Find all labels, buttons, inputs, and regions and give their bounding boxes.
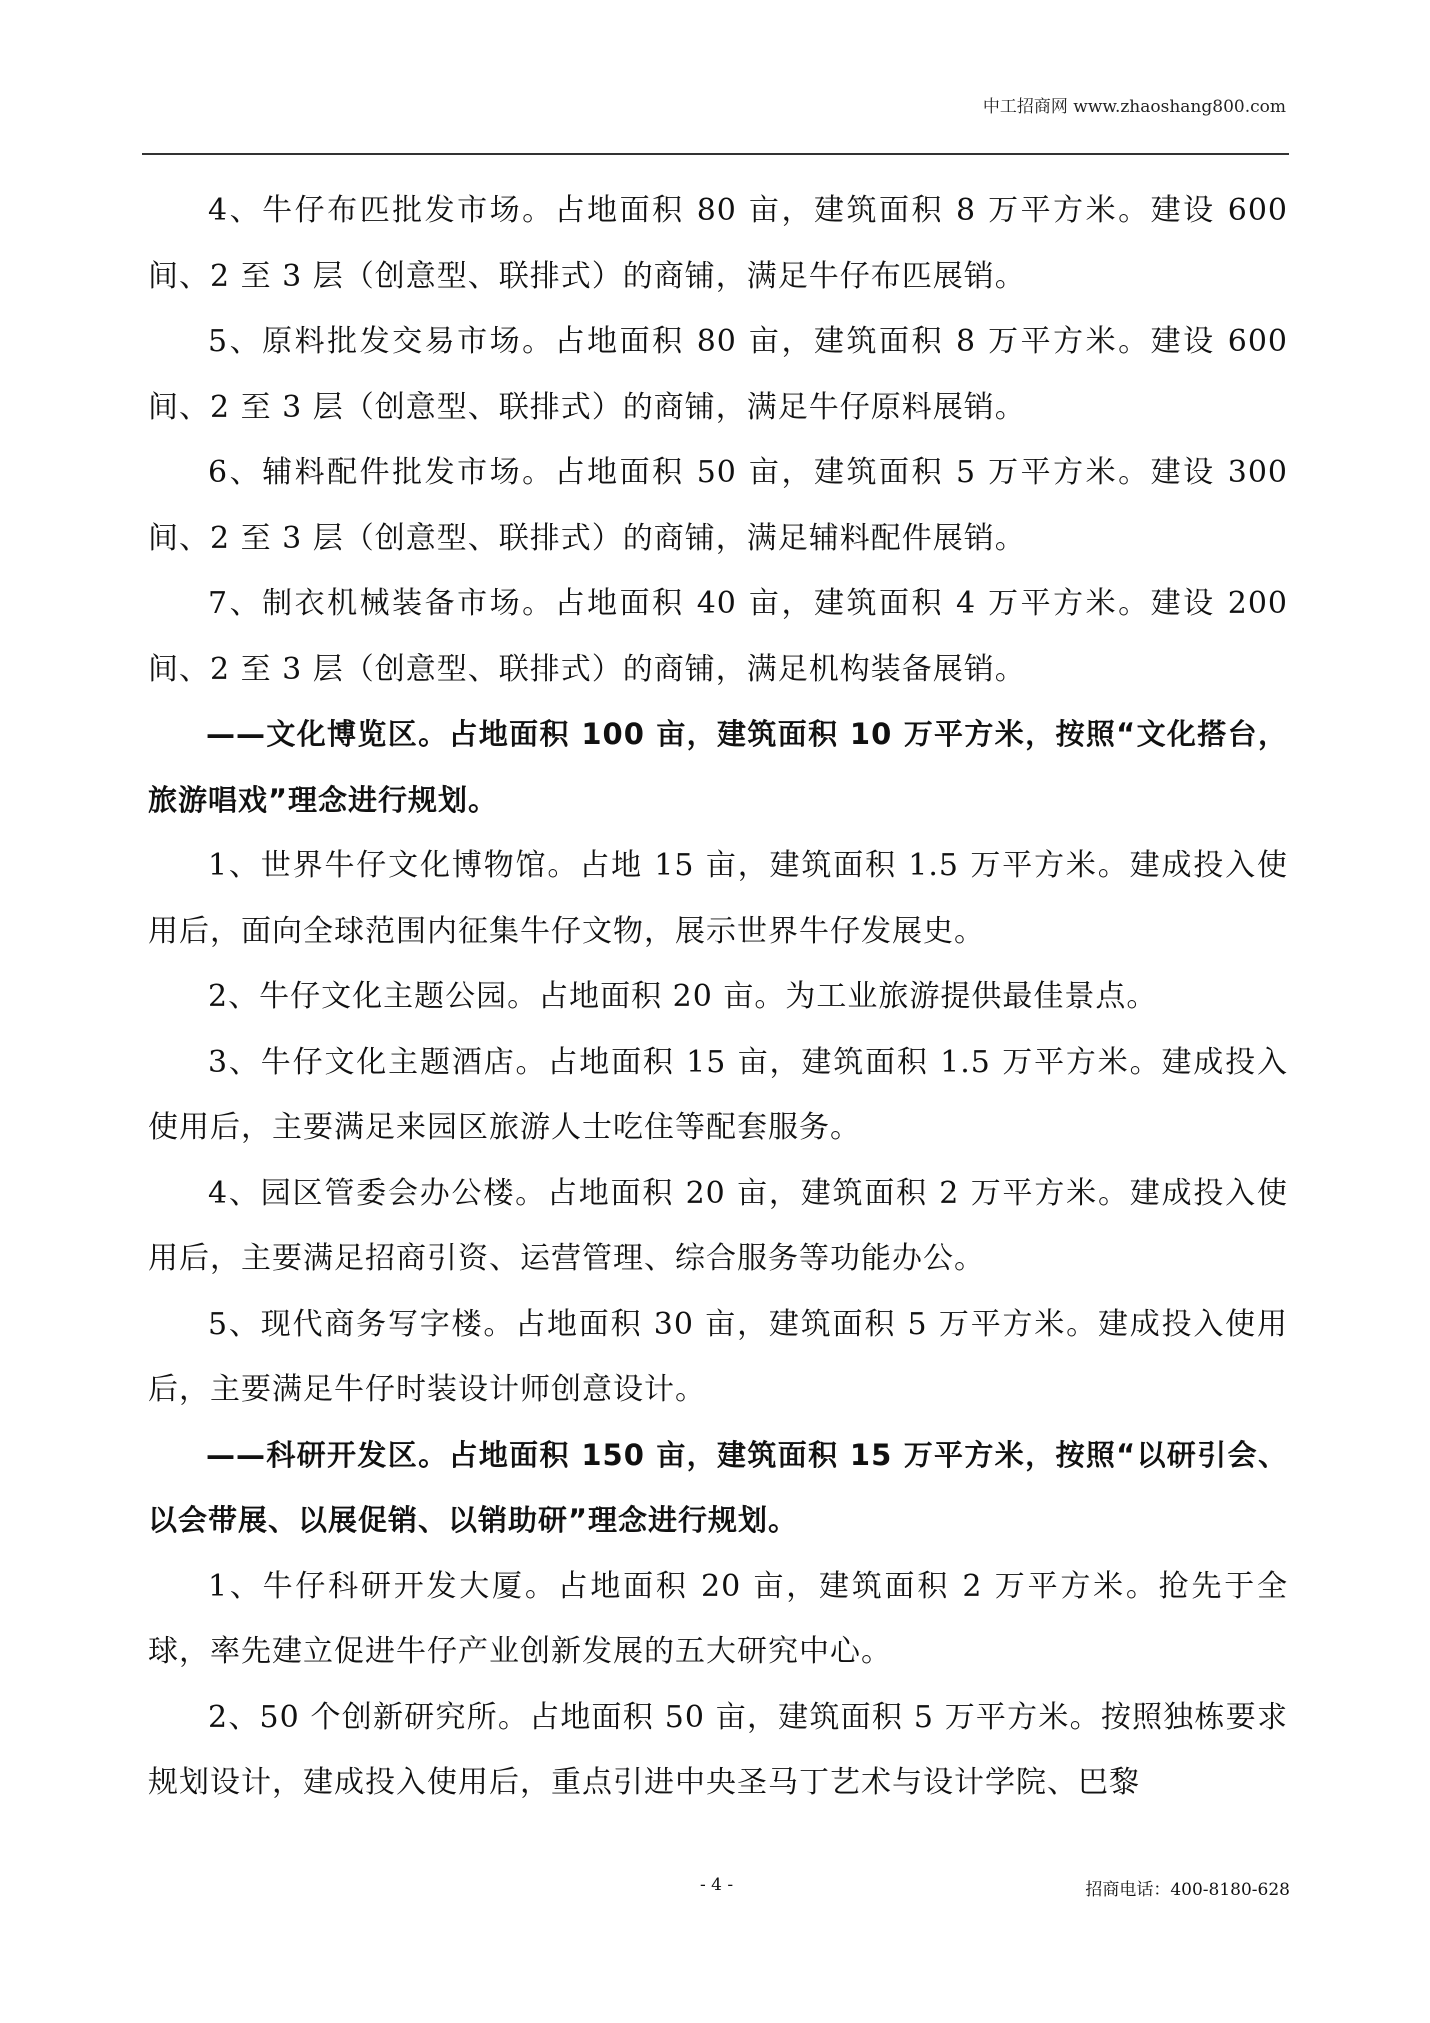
paragraph-7: 2、牛仔文化主题公园。占地面积 20 亩。为工业旅游提供最佳景点。 xyxy=(208,979,1158,1014)
paragraph-13: 2、50 个创新研究所。占地面积 50 亩，建筑面积 5 万平方米。按照独栋要求规划设计，建成投入使用后，重点引进中央圣马丁艺术与设计学院、巴黎 xyxy=(148,1699,1288,1800)
paragraph-2: 5、原料批发交易市场。占地面积 80 亩，建筑面积 8 万平方米。建设 600 间、2 至 3 层（创意型、联排式）的商铺，满足牛仔原料展销。 xyxy=(148,324,1288,425)
paragraph-4: 7、制衣机械装备市场。占地面积 40 亩，建筑面积 4 万平方米。建设 200 间、2 至 3 层（创意型、联排式）的商铺，满足机构装备展销。 xyxy=(148,586,1288,687)
paragraph-1: 4、牛仔布匹批发市场。占地面积 80 亩，建筑面积 8 万平方米。建设 600 间、2 至 3 层（创意型、联排式）的商铺，满足牛仔布匹展销。 xyxy=(148,193,1288,294)
paragraph-9: 4、园区管委会办公楼。占地面积 20 亩，建筑面积 2 万平方米。建成投入使用后，主要满足招商引资、运营管理、综合服务等功能办公。 xyxy=(148,1175,1288,1276)
document-body xyxy=(148,178,1288,1816)
header-divider xyxy=(142,153,1289,155)
header-site-text: 中工招商网 www.zhaoshang800.com xyxy=(982,97,1286,117)
page-number: - 4 - xyxy=(700,1875,734,1895)
section-heading-research: ——科研开发区。占地面积 150 亩，建筑面积 15 万平方米，按照“以研引会、以会带展、以展促销、以销助研”理念进行规划。 xyxy=(148,1437,1288,1537)
paragraph-8: 3、牛仔文化主题酒店。占地面积 15 亩，建筑面积 1.5 万平方米。建成投入使用后，主要满足来园区旅游人士吃住等配套服务。 xyxy=(148,1044,1288,1145)
paragraph-3: 6、辅料配件批发市场。占地面积 50 亩，建筑面积 5 万平方米。建设 300 间、2 至 3 层（创意型、联排式）的商铺，满足辅料配件展销。 xyxy=(148,455,1288,556)
paragraph-6: 1、世界牛仔文化博物馆。占地 15 亩，建筑面积 1.5 万平方米。建成投入使用后，面向全球范围内征集牛仔文物，展示世界牛仔发展史。 xyxy=(148,848,1288,949)
paragraph-12: 1、牛仔科研开发大厦。占地面积 20 亩，建筑面积 2 万平方米。抢先于全球，率先建立促进牛仔产业创新发展的五大研究中心。 xyxy=(148,1568,1288,1669)
section-heading-culture: ——文化博览区。占地面积 100 亩，建筑面积 10 万平方米，按照“文化搭台，旅游唱戏”理念进行规划。 xyxy=(148,717,1288,817)
footer-phone: 招商电话：400-8180-628 xyxy=(1085,1880,1290,1900)
paragraph-10: 5、现代商务写字楼。占地面积 30 亩，建筑面积 5 万平方米。建成投入使用后，主要满足牛仔时装设计师创意设计。 xyxy=(148,1306,1288,1407)
